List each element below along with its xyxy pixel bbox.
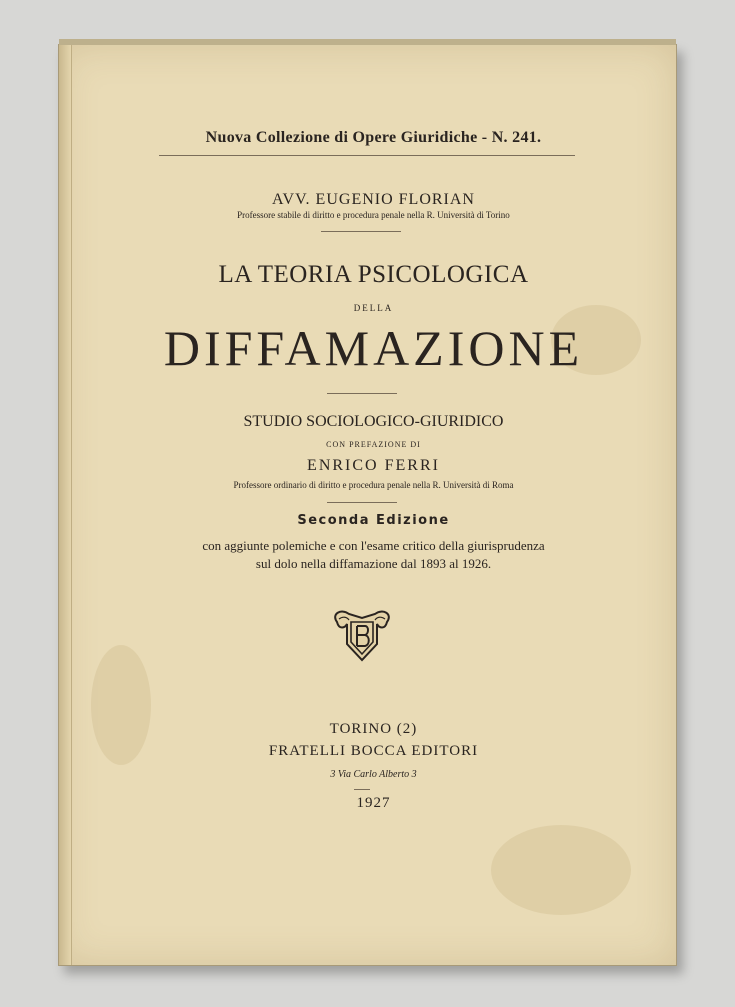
imprint-rule — [354, 789, 370, 790]
preface-intro: CON PREFAZIONE DI — [326, 440, 421, 449]
author-role: Professore stabile di diritto e procedura penale nella R. Università di Torino — [237, 210, 510, 220]
imprint-year: 1927 — [356, 795, 391, 811]
stain — [491, 825, 631, 915]
subtitle: STUDIO SOCIOLOGICO-GIURIDICO — [243, 413, 504, 430]
title-della: DELLA — [353, 303, 394, 313]
cover-page — [71, 45, 676, 965]
series-title: Nuova Collezione di Opere Giuridiche - N. 241. — [205, 129, 542, 146]
author-name: AVV. EUGENIO FLORIAN — [272, 191, 475, 208]
edition-description-line2: sul dolo nella diffamazione dal 1893 al 1926. — [255, 556, 492, 571]
preface-role: Professore ordinario di diritto e procedura penale nella R. Università di Roma — [233, 480, 514, 490]
edition-label: Seconda Edizione — [297, 513, 450, 528]
main-title: DIFFAMAZIONE — [163, 320, 584, 376]
preface-rule — [327, 502, 397, 503]
publisher-emblem-icon — [327, 604, 397, 664]
imprint-city: TORINO (2) — [329, 721, 418, 737]
edition-description-line1: con aggiunte polemiche e con l'esame critico della giurisprudenza — [202, 538, 545, 553]
author-rule — [321, 231, 401, 232]
title-line1: LA TEORIA PSICOLOGICA — [218, 261, 529, 288]
title-rule — [327, 393, 397, 394]
book-cover — [58, 44, 677, 966]
imprint-address: 3 Via Carlo Alberto 3 — [330, 769, 417, 780]
imprint-publisher: FRATELLI BOCCA EDITORI — [268, 743, 479, 759]
series-rule — [159, 155, 575, 156]
preface-author: ENRICO FERRI — [307, 457, 440, 474]
